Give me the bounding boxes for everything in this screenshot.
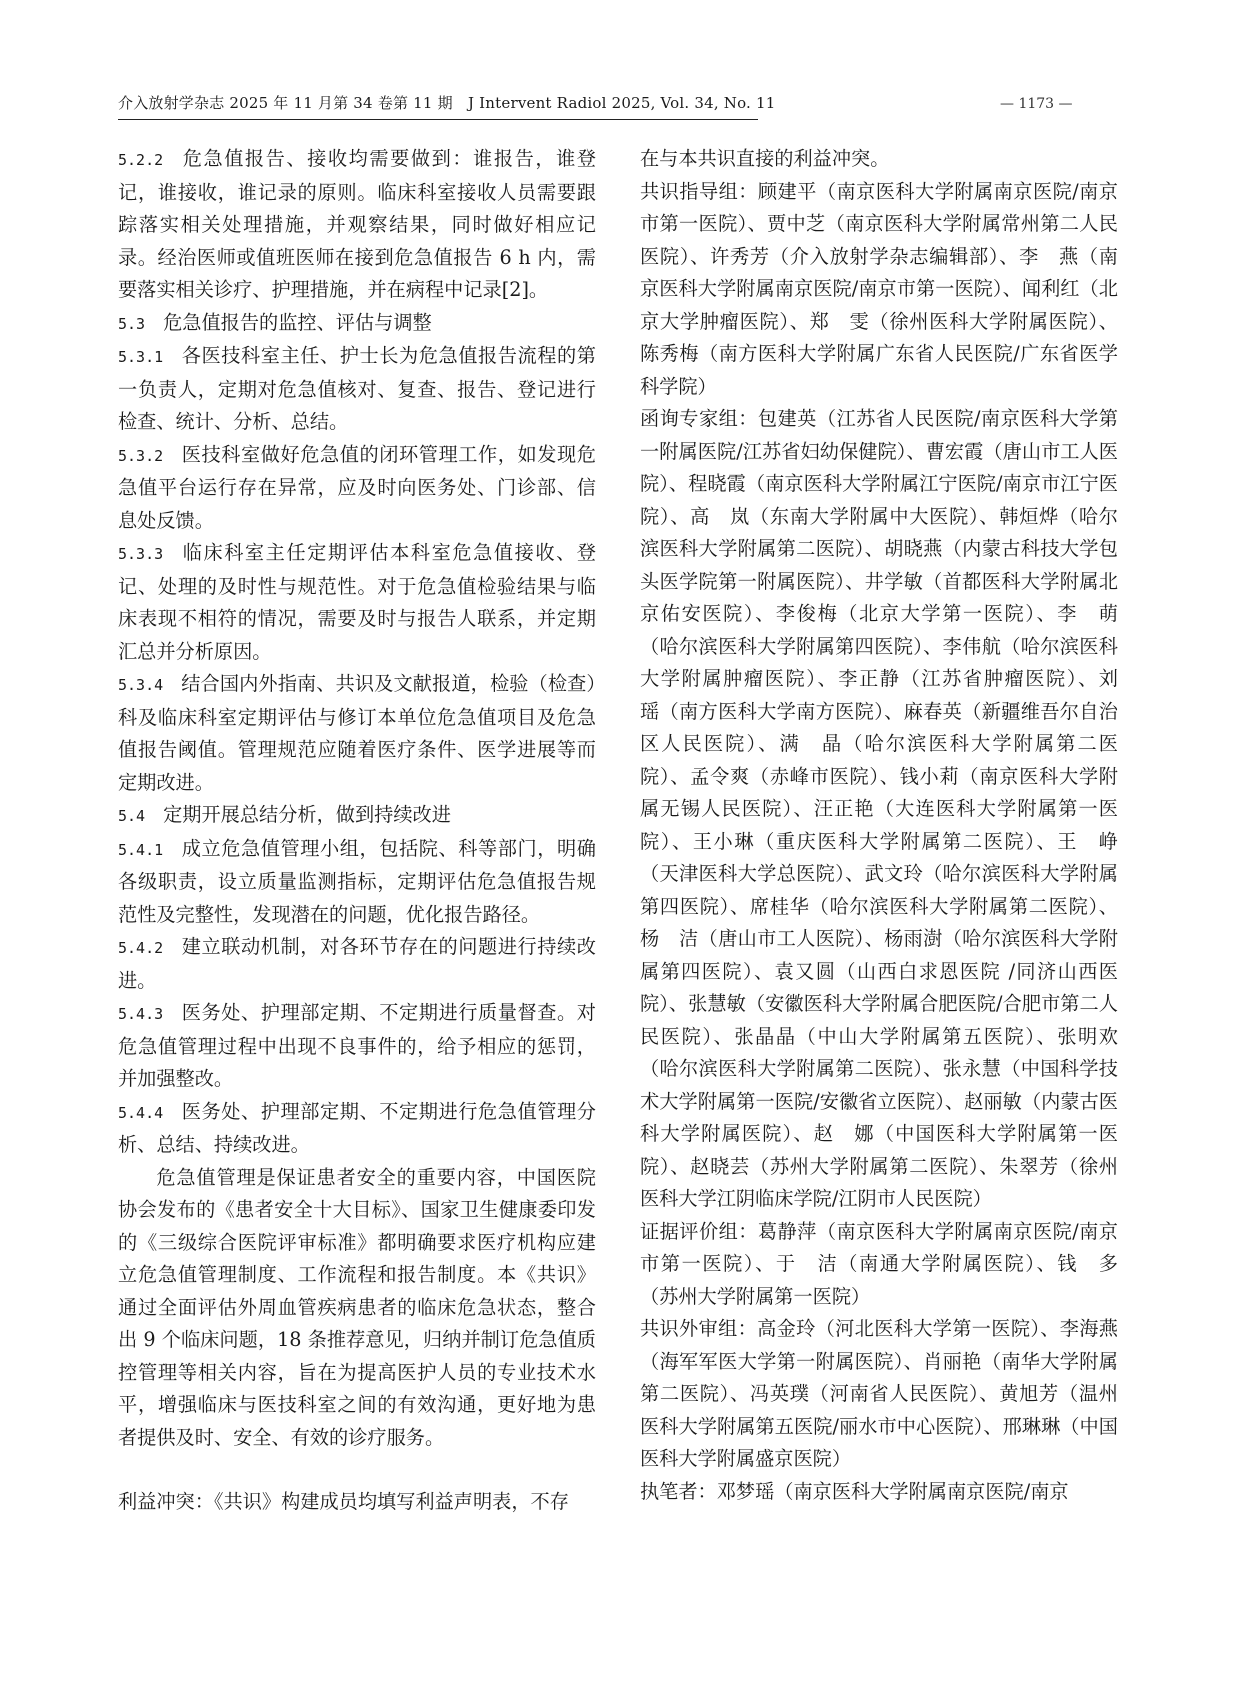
section-5-3-heading: 5.3 危急值报告的监控、评估与调整 [118,310,432,334]
section-5-3-4: 5.3.4 结合国内外指南、共识及文献报道，检验（检查）科及临床科室定期评估与修订本单位危急值项目及危急值报告阈值。管理规范应随着医疗条件、医学进展等而定期改进。 [118,672,596,794]
section-5-4-2: 5.4.2 建立联动机制，对各环节存在的问题进行持续改进。 [118,935,596,992]
section-5-4-1: 5.4.1 成立危急值管理小组，包括院、科等部门，明确各级职责，设立质量监测指标，定期评估危急值报告规范性及完整性，发现潜在的问题，优化报告路径。 [118,836,596,926]
page-number: — 1173 — [1000,96,1073,112]
running-header: 介入放射学杂志 2025 年 11 月第 34 卷第 11 期 J Intervent Radiol 2025, Vol. 34, No. 11 [118,92,758,120]
external-review-group: 共识外审组：高金玲（河北医科大学第一医院）、李海燕（海军军医大学第一附属医院）、肖丽艳（南华大学附属第二医院）、冯英璞（河南省人民医院）、黄旭芳（温州医科大学附属第五医院/丽水市中心医院）、邢琳琳（中国医科大学附属盛京医院） [640,1317,1118,1470]
guidance-group: 共识指导组：顾建平（南京医科大学附属南京医院/南京市第一医院）、贾中芝（南京医科大学附属常州第二人民医院）、许秀芳（介入放射学杂志编辑部）、李 燕（南京医科大学附属南京医院/南京市第一医院）、闻利红（北京大学肿瘤医院）、郑 雯（徐州医科大学附属医院）、陈秀梅（南方医科大学附属广东省人民医院/广东省医学科学院） [640,179,1118,398]
section-5-3-3: 5.3.3 临床科室主任定期评估本科室危急值接收、登记、处理的及时性与规范性。对于危急值检验结果与临床表现不相符的情况，需要及时与报告人联系，并定期汇总并分析原因。 [118,541,596,663]
section-5-3-1: 5.3.1 各医技科室主任、护士长为危急值报告流程的第一负责人，定期对危急值核对、复查、报告、登记进行检查、统计、分析、总结。 [118,344,596,433]
conclusion-paragraph: 危急值管理是保证患者安全的重要内容，中国医院协会发布的《患者安全十大目标》、国家卫生健康委印发的《三级综合医院评审标准》都明确要求医疗机构应建立危急值管理制度、工作流程和报告制度。本《共识》通过全面评估外周血管疾病患者的临床危急状态，整合出 9 个临床问题，18 条推荐意见，归纳并制订危急值质控管理等相关内容，旨在为提高医护人员的专业技术水平，增强临床与医技科室之间的有效沟通，更好地为患者提供及时、安全、有效的诊疗服务。 [118,1165,596,1449]
section-5-4-heading: 5.4 定期开展总结分析，做到持续改进 [118,803,451,826]
section-5-2-2: 5.2.2 危急值报告、接收均需要做到：谁报告，谁登记，谁接收，谁记录的原则。临床科室接收人员需要跟踪落实相关处理措施，并观察结果，同时做好相应记录。经治医师或值班医师在接到危急值报告 6 h 内，需要落实相关诊疗、护理措施，并在病程中记录[2]。 [118,147,596,301]
conflict-continuation: 在与本共识直接的利益冲突。 [640,147,890,170]
section-5-4-3: 5.4.3 医务处、护理部定期、不定期进行质量督查。对危急值管理过程中出现不良事件的，给予相应的惩罚，并加强整改。 [118,1001,596,1090]
writers: 执笔者：邓梦瑶（南京医科大学附属南京医院/南京 [640,1479,1069,1503]
right-column [640,143,1138,1508]
section-5-4-4: 5.4.4 医务处、护理部定期、不定期进行危急值管理分析、总结、持续改进。 [118,1099,596,1156]
conflict-of-interest: 利益冲突：《共识》构建成员均填写利益声明表，不存 [118,1490,569,1513]
left-column [118,143,596,1519]
expert-group: 函询专家组：包建英（江苏省人民医院/南京医科大学第一附属医院/江苏省妇幼保健院）、曹宏霞（唐山市工人医院）、程晓霞（南京医科大学附属江宁医院/南京市江宁医院）、高 岚（东南大学附属中大医院）、韩烜烨（哈尔滨医科大学附属第二医院）、胡晓燕（内蒙古科技大学包头医学院第一附属医院）、井学敏（首都医科大学附属北京佑安医院）、李俊梅（北京大学第一医院）、李 萌（哈尔滨医科大学附属第四医院）、李伟航（哈尔滨医科大学附属肿瘤医院）、李正静（江苏省肿瘤医院）、刘 瑶（南方医科大学南方医院）、麻春英（新疆维吾尔自治区人民医院）、满 晶（哈尔滨医科大学附属第二医院）、孟令爽（赤峰市医院）、钱小莉（南京医科大学附属无锡人民医院）、汪正艳（大连医科大学附属第一医院）、王小琳（重庆医科大学附属第二医院）、王 峥（天津医科大学总医院）、武文玲（哈尔滨医科大学附属第四医院）、席桂华（哈尔滨医科大学附属第二医院）、杨 洁（唐山市工人医院）、杨雨澍（哈尔滨医科大学附属第四医院）、袁又圆（山西白求恩医院 /同济山西医院）、张慧敏（安徽医科大学附属合肥医院/合肥市第二人民医院）、张晶晶（中山大学附属第五医院）、张明欢（哈尔滨医科大学附属第二医院）、张永慧（中国科学技术大学附属第一医院/安徽省立医院）、赵丽敏（内蒙古医科大学附属医院）、赵 娜（中国医科大学附属第一医院）、赵晓芸（苏州大学附属第二医院）、朱翠芳（徐州医科大学江阴临床学院/江阴市人民医院） [640,407,1138,1210]
section-5-3-2: 5.3.2 医技科室做好危急值的闭环管理工作，如发现危急值平台运行存在异常，应及时向医务处、门诊部、信息处反馈。 [118,442,596,532]
evidence-group: 证据评价组：葛静萍（南京医科大学附属南京医院/南京市第一医院）、于 洁（南通大学附属医院）、钱 多（苏州大学附属第一医院） [640,1219,1118,1308]
